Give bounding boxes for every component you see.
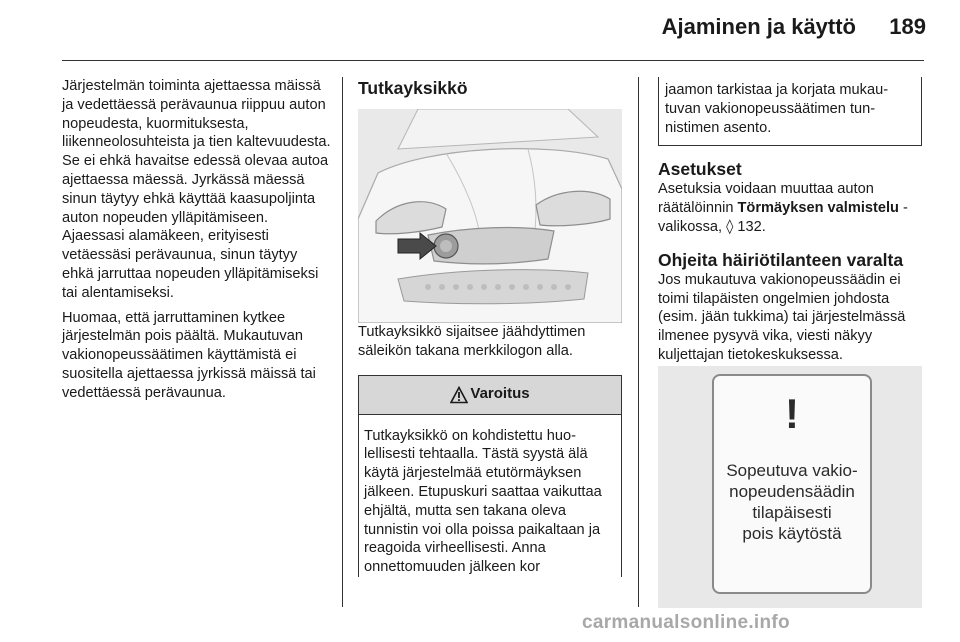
warning-triangle-icon: [450, 386, 468, 404]
warning-header: [359, 376, 621, 415]
settings-text-start: Asetuksia voidaan muuttaa auton räätälöinnin: [658, 181, 874, 217]
warning-continuation: jaamon tarkistaa ja korjata mukautuvan vakionopeussäätimen tunnistimen asento.: [658, 77, 922, 146]
display-line: tilapäisesti: [752, 503, 832, 522]
driver-info-display: [712, 374, 872, 594]
settings-menu-name: Törmäyksen valmistelu: [737, 200, 899, 217]
running-head: Ajaminen ja käyttö: [661, 14, 856, 39]
column-divider-2: [638, 77, 639, 607]
display-line: Sopeutuva vakio-: [726, 461, 858, 480]
warning-title: Varoitus: [470, 385, 530, 403]
warning-box: [358, 375, 622, 577]
display-line: nopeudensäädin: [729, 482, 855, 501]
faults-heading: Ohjeita häiriötilanteen varalta: [658, 249, 904, 270]
radar-caption: Tutkayksikkö sijaitsee jäähdyttimen säleikön takana merkkilogon alla.: [358, 324, 586, 359]
column-3: [658, 77, 922, 365]
settings-page-ref: 132.: [733, 218, 766, 235]
display-line: pois käytöstä: [742, 524, 842, 543]
radar-heading: Tutkayksikkö: [358, 78, 468, 98]
paragraph-hills: Järjestelmän toiminta ajettaessa mäissä ja vedettäessä perävaunua riippuu auton nopeudesta, kuormituksesta, liikenneolosuhteista ja tien kaltevuudesta. Se ei ehkä havaitse edessä olevaa autoa ajettaessa mäessä. Jyrkässä mäessä sinun täytyy ehkä käyttää kaasupoljinta auton nopeuden ylläpitämiseen. Ajaessasi alamäkeen, erityisesti vetäessäsi perävaunua, sinun täytyy ehkä jarruttaa nopeuden ylläpitämiseksi tai alentamiseksi.: [62, 78, 331, 301]
settings-text: [658, 180, 922, 236]
page-number: 189: [889, 14, 926, 39]
exclamation-icon: !: [785, 390, 799, 437]
display-message: [714, 460, 870, 544]
paragraph-braking: Huomaa, että jarruttaminen kytkee järjestelmän pois päältä. Mukautuvan vakionopeussäätimen käyttämistä ei suositella ajettaessa jyrkissä mäissä tai vedettäessä perävaunua.: [62, 309, 316, 401]
header-rule: [62, 60, 924, 61]
column-2: [358, 77, 622, 577]
faults-text: Jos mukautuva vakionopeussäädin ei toimi tilapäisten ongelmien johdosta (esim. jään tukkima) tai järjestelmässä ilmenee pysyvä vika, viesti näkyy kuljettajan tietokeskuksessa.: [658, 271, 906, 363]
column-divider-1: [342, 77, 343, 607]
car-front-drawing: [358, 109, 622, 323]
watermark: carmanualsonline.info: [582, 612, 790, 633]
settings-text-end: -valikossa,: [658, 200, 908, 235]
driver-info-display-illustration: [658, 366, 922, 608]
car-front-illustration: [358, 109, 622, 323]
settings-heading: Asetukset: [658, 159, 742, 180]
warning-text: Tutkayksikkö on kohdistettu huolellisesti tehtaalla. Tästä syystä älä käytä järjestelmää etutörmäyksen jälkeen. Etupuskuri saattaa vaikuttaa ehjältä, mutta sen takana oleva tunnistin voi olla poissa paikaltaan ja reagoida virheellisesti. Anna onnettomuuden jälkeen kor: [364, 427, 602, 576]
page-reference-icon: ◊: [726, 217, 734, 235]
column-1: [62, 77, 332, 403]
